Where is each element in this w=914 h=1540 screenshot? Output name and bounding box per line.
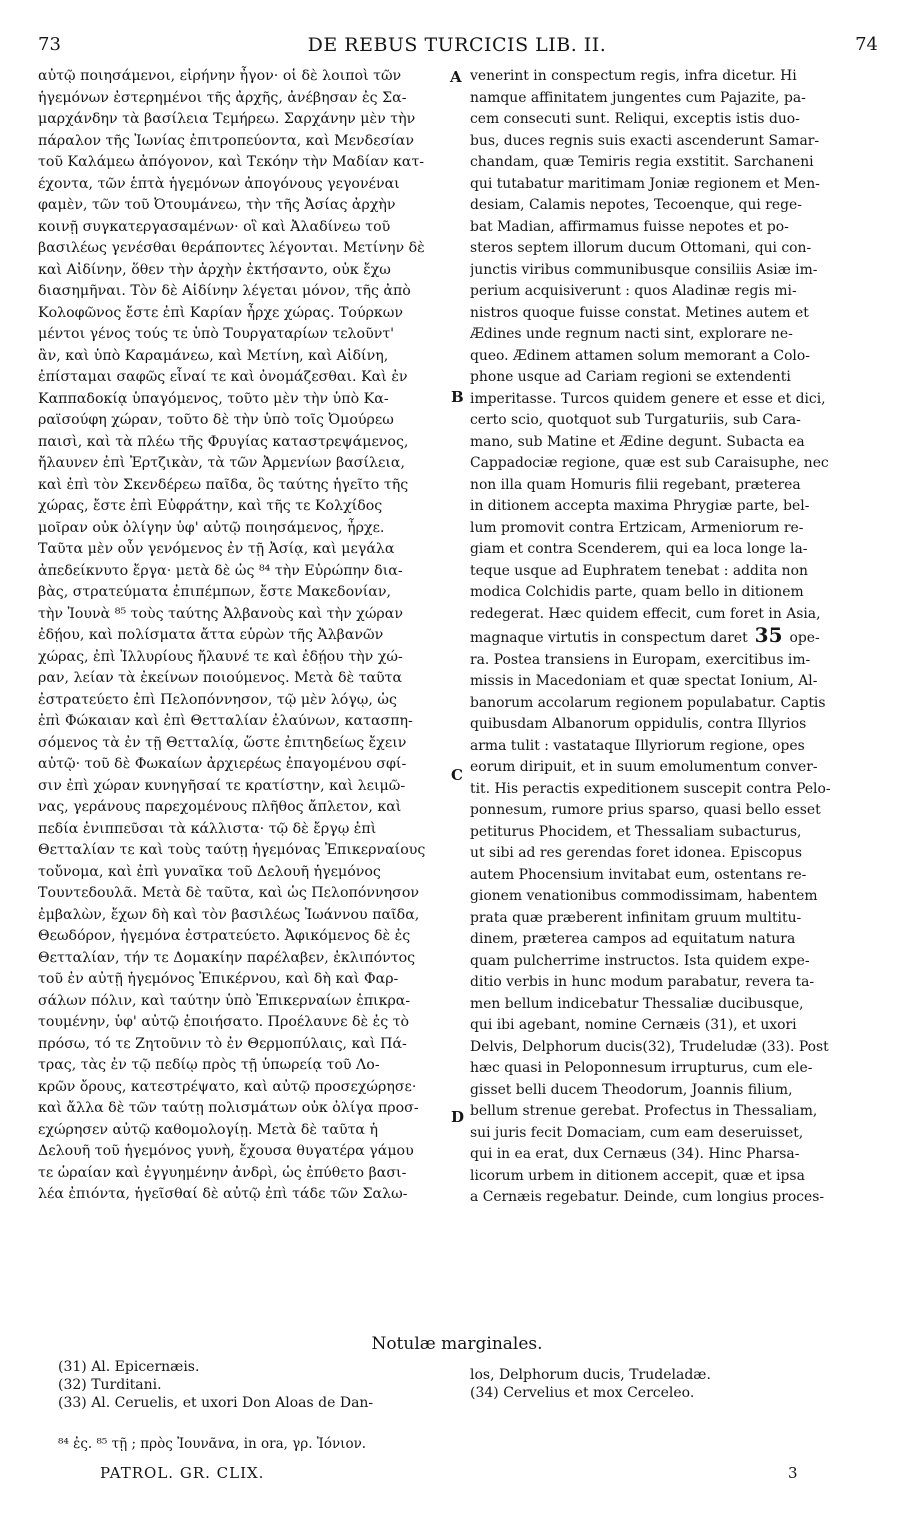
latin-line: Cappadociæ regione, quæ est sub Caraisuphe, nec: [470, 455, 829, 471]
greek-line: ἐδῄου, καὶ πολίσματα ἄττα εὑρὼν τῆς Ἀλβανῶν: [38, 627, 384, 643]
latin-line: cem consecuti sunt. Reliqui, exceptis istis duo-: [470, 111, 800, 127]
greek-line: παισὶ, καὶ τὰ πλέω τῆς Φρυγίας καταστρεψάμενος,: [38, 433, 409, 450]
latin-line: Delvis, Delphorum ducis(32), Trudeludæ (33). Post: [470, 1038, 829, 1055]
note-line: (33) Al. Ceruelis, et uxori Don Aloas de Dan-: [58, 1395, 374, 1411]
footnote: ⁸⁴ ἐς. ⁸⁵ τῇ ; πρὸς Ἰουνᾶνα, in ora, γρ. Ἰόνιον.: [58, 1436, 367, 1452]
margin-marker-a: A: [450, 68, 462, 86]
margin-marker-d: D: [451, 1108, 465, 1126]
inline-tail: ope-: [789, 630, 820, 646]
greek-line: ἡγεμόνων ἐστερημένοι τῆς ἀρχῆς, ἀνέβησαν ἐς Σα-: [38, 89, 407, 106]
latin-line: namque affinitatem jungentes cum Pajazite, pa-: [470, 89, 806, 106]
greek-line: εχώρησεν αὐτῷ καθομολογίῃ. Μετὰ δὲ ταῦτα ἡ: [38, 1121, 379, 1138]
latin-line: Ædines unde regnum nacti sint, explorare ne-: [470, 326, 793, 342]
latin-line: junctis viribus communibusque consiliis Asiæ im-: [470, 261, 818, 278]
latin-line: quibusdam Albanorum oppidulis, contra Illyrios: [470, 716, 807, 732]
latin-line: licorum urbem in ditionem accepit, quæ et ipsa: [470, 1167, 805, 1184]
greek-line: τοῦ Καλάμεω ἀπόγονον, καὶ Τεκόην τὴν Μαδίαν κατ-: [38, 154, 425, 170]
greek-line: τοῦ ἐν αὐτῇ ἡγεμόνος Ἐπικέρνου, καὶ δὴ καὶ Φαρ-: [38, 971, 399, 987]
note-line: (34) Cervelius et mox Cerceleo.: [470, 1385, 695, 1401]
latin-line: magnaque virtutis in conspectum daret 35 ope-: [470, 625, 820, 647]
latin-line: steros septem illorum ducum Ottomani, qui con-: [470, 240, 812, 256]
greek-line: αὐτῷ· τοῦ δὲ Φωκαίων ἀρχιερέως ἐπαγομένου σφί-: [38, 756, 407, 772]
latin-line: banorum accolarum regionem populabatur. Captis: [470, 694, 826, 711]
greek-line: λέα ἐπιόντα, ἡγεῖσθαί δὲ αὐτῷ ἐπὶ τάδε τῶν Σαλω-: [38, 1186, 408, 1202]
latin-line: missis in Macedoniam et quæ spectat Ionium, Al-: [470, 673, 818, 689]
greek-line: Δελουῆ τοῦ ἡγεμόνος γυνὴ, ἔχουσα θυγατέρα γάμου: [38, 1143, 414, 1159]
greek-line: κοινῇ συγκατεργασαμένων· οἳ καὶ Ἀλαδίνεω τοῦ: [38, 218, 391, 235]
latin-line: modica Colchidis parte, quam bello in ditionem: [470, 584, 804, 600]
greek-line: ἐπὶ Φώκαιαν καὶ ἐπὶ Θετταλίαν ἐλαύνων, κατασπη-: [38, 713, 413, 729]
note-line: los, Delphorum ducis, Trudeladæ.: [470, 1367, 711, 1383]
latin-line: bat Madian, affirmamus fuisse nepotes et po-: [470, 218, 789, 235]
latin-line: hæc quasi in Peloponnesum irrupturus, cum ele-: [470, 1060, 813, 1076]
greek-line: Θετταλίαν τε καὶ τοὺς ταύτῃ ἡγεμόνας Ἐπικερναίους: [38, 842, 426, 858]
latin-line: tit. His peractis expeditionem suscepit contra Pelo-: [470, 780, 831, 797]
greek-line: μοῖραν οὐκ ὀλίγην ὑφ' αὐτῷ ποιησάμενος, ἦρχε.: [38, 519, 385, 536]
note-line: (31) Al. Epicernæis.: [58, 1359, 200, 1375]
latin-line: venerint in conspectum regis, infra dicetur. Hi: [470, 68, 797, 84]
latin-line: qui in ea erat, dux Cernæus (34). Hinc Pharsa-: [470, 1146, 800, 1162]
latin-line: eorum diripuit, et in suum emolumentum conver-: [470, 759, 818, 775]
latin-line: bus, duces regnis suis exacti ascenderunt Samar-: [470, 132, 820, 149]
latin-line: in ditionem accepta maxima Phrygiæ parte, bel-: [470, 498, 810, 514]
latin-line: ra. Postea transiens in Europam, exercitibus im-: [470, 651, 811, 668]
latin-line: mano, sub Matine et Ædine degunt. Subacta ea: [470, 433, 805, 450]
greek-line: ἀπεδείκνυτο ἔργα· μετὰ δὲ ὡς ⁸⁴ τὴν Εὐρώπην δια-: [38, 562, 403, 579]
latin-line: a Cernæis regebatur. Deinde, cum longius proces-: [470, 1189, 825, 1205]
note-line: (32) Turditani.: [58, 1377, 162, 1393]
greek-line: βασιλέως γενέσθαι θεράποντες λέγονται. Μετίνην δὲ: [38, 240, 425, 256]
latin-line: nistros quoque fuisse constat. Metines autem et: [470, 304, 809, 321]
greek-line: τε ὡραίαν καὶ ἐγγυημένην ἀνδρὶ, ὡς ἐπύθετο βασι-: [38, 1164, 407, 1181]
latin-line: perium acquisiverunt : quos Aladinæ regis mi-: [470, 283, 797, 299]
greek-line: έχοντα, τῶν ἑπτὰ ἡγεμόνων ἀπογόνους γεγονέναι: [38, 175, 400, 192]
greek-line: Θεωδόρον, ἡγεμόνα ἐστρατεύετο. Ἀφικόμενος δὲ ἐς: [38, 928, 411, 944]
greek-line: μαρχάνδην τὰ βασίλεια Τεμήρεω. Σαρχάνην μὲν τὴν: [38, 111, 416, 127]
latin-line: certo scio, quotquot sub Turgaturiis, sub Cara-: [470, 412, 801, 428]
greek-line: πάραλον τῆς Ἰωνίας ἐπιτροπεύοντα, καὶ Μενδεσίαν: [38, 132, 414, 149]
greek-line: Τουντεδουλᾶ. Μετὰ δὲ ταῦτα, καὶ ὡς Πελοπόννησον: [38, 885, 420, 901]
greek-line: Ταῦτα μὲν οὖν γενόμενος ἐν τῇ Ἀσίᾳ, καὶ μεγάλα: [38, 541, 395, 557]
greek-line: τὴν Ἰουνὰ ⁸⁵ τοὺς ταύτης Ἀλβανοὺς καὶ τὴν χώραν: [38, 605, 403, 622]
greek-line: ἂν, καὶ ὑπὸ Καραμάνεω, καὶ Μετίνη, καὶ Αἰδίνη,: [38, 347, 389, 364]
greek-line: διασημῆναι. Τὸν δὲ Αἰδίνην λέγεται μόνον, τῆς ἀπὸ: [38, 283, 411, 299]
running-header: [0, 28, 914, 58]
greek-line: Κολοφῶνος ἔστε ἐπὶ Καρίαν ἦρχε χώρας. Τούρκων: [38, 304, 403, 321]
greek-line: καὶ ἄλλα δὲ τῶν ταύτῃ πολισμάτων οὐκ ὀλίγα προσ-: [38, 1100, 419, 1116]
greek-line: ἐπίσταμαι σαφῶς εἶναί τε καὶ ὀνομάζεσθαι. Καὶ ἐν: [38, 369, 408, 385]
latin-line: non illa quam Homuris filii regebant, præterea: [470, 476, 801, 493]
latin-line: giam et contra Scenderem, qui ea loca longe la-: [470, 541, 808, 557]
greek-line: σόμενος τὰ ἐν τῇ Θετταλίᾳ, ὥστε ἐπιτηδείως ἔχειν: [38, 734, 407, 751]
margin-marker-c: C: [451, 766, 463, 784]
greek-line: χώρας, ἔστε ἐπὶ Εὐφράτην, καὶ τῆς τε Κολχίδος: [38, 498, 383, 514]
latin-line: lum promovit contra Ertzicam, Armeniorum re-: [470, 519, 804, 536]
latin-line: autem Phocensium invitabat eum, ostentans re-: [470, 866, 807, 883]
latin-text-column: [470, 66, 878, 1209]
latin-line: qui ibi agebant, nomine Cernæis (31), et uxori: [470, 1017, 797, 1033]
page-number-left: 73: [38, 34, 61, 55]
greek-line: πεδία ἐνιππεῦσαι τὰ κάλλιστα· τῷ δὲ ἔργῳ ἐπὶ: [38, 820, 377, 837]
greek-line: καὶ ἐπὶ τὸν Σκενδέρεω παῖδα, ὃς ταύτης ἡγεῖτο τῆς: [38, 476, 409, 493]
running-title: DE REBUS TURCICIS LIB. II.: [307, 34, 607, 56]
margin-marker-b: B: [451, 388, 464, 406]
greek-line: ραϊσούφη χώραν, τοῦτο δὲ τὴν ὑπὸ τοῖς Ὀμούρεω: [38, 412, 394, 428]
greek-line: χώρας, ἐπὶ Ἰλλυρίους ἤλαυνέ τε καὶ ἐδῄου τὴν χώ-: [38, 648, 403, 665]
greek-line: φαμὲν, τῶν τοῦ Ὀτουμάνεω, τὴν τῆς Ἀσίας ἀρχὴν: [38, 197, 396, 213]
latin-line: imperitasse. Turcos quidem genere et esse et dici,: [470, 390, 826, 407]
latin-line: dinem, præterea campos ad equitatum natura: [470, 931, 796, 947]
latin-line: desiam, Calamis nepotes, Tecoenque, qui rege-: [470, 197, 802, 213]
latin-line: petiturus Phocidem, et Thessaliam subacturus,: [470, 823, 802, 840]
greek-line: Καππαδοκίᾳ ὑπαγόμενος, τοῦτο μὲν τὴν ὑπὸ Κα-: [38, 390, 389, 407]
latin-line: ditio verbis in hunc modum parabatur, revera ta-: [470, 974, 815, 990]
greek-line: σάλων πόλιν, καὶ ταύτην ὑπὸ Ἐπικερναίων ἐπικρα-: [38, 992, 411, 1009]
greek-line: ραν, λείαν τὰ ἐκείνων ποιούμενος. Μετὰ δὲ ταῦτα: [38, 670, 403, 686]
inline-page-number: 35: [747, 625, 790, 647]
latin-line: queo. Ædinem attamen solum memorant a Colo-: [470, 347, 810, 364]
greek-line: ἤλαυνεν ἐπὶ Ἐρτζικὰν, τὰ τῶν Ἀρμενίων βασίλεια,: [38, 455, 406, 471]
greek-line: νας, γεράνους παρεχομένους πλῆθος ἄπλετον, καὶ: [38, 799, 402, 815]
greek-line: μέντοι γένος τούς τε ὑπὸ Τουργαταρίων τελοῦντ': [38, 326, 395, 342]
greek-line: τρας, τὰς ἐν τῷ πεδίῳ πρὸς τῇ ὑπωρείᾳ τοῦ Λο-: [38, 1057, 380, 1073]
signature-mark: 3: [788, 1464, 798, 1482]
latin-line: qui tutabatur maritimam Joniæ regionem et Men-: [470, 175, 820, 192]
latin-line: prata quæ præberent infinitam gruum multitu-: [470, 909, 802, 926]
greek-line: βὰς, στρατεύματα ἐπιπέμπων, ἔστε Μακεδονίαν,: [38, 584, 392, 600]
footer-patrol: PATROL. GR. CLIX.: [100, 1464, 265, 1482]
greek-line: ἐστρατεύετο ἐπὶ Πελοπόννησον, τῷ μὲν λόγῳ, ὡς: [38, 691, 397, 708]
greek-line: ἐμβαλὼν, ἔχων δὴ καὶ τὸν βασιλέως Ἰωάννου παῖδα,: [38, 906, 420, 923]
greek-line: κρῶν ὄρους, κατεστρέψατο, καὶ αὐτῷ προσεχώρησε·: [38, 1078, 417, 1095]
greek-line: Θετταλίαν, τήν τε Δομακίην παρέλαβεν, ἐκλιπόντος: [38, 949, 416, 966]
greek-line: τουμένην, ὑφ' αὐτῷ ἐποιήσατο. Προέλαυνε δὲ ἐς τὸ: [38, 1014, 410, 1030]
latin-line: gionem venationibus commodissimam, habentem: [470, 888, 818, 904]
greek-line: αὐτῷ ποιησάμενοι, εἰρήνην ἦγον· οἱ δὲ λοιποὶ τῶν: [38, 68, 402, 84]
notes-left: [58, 1358, 458, 1412]
greek-text-column: [38, 66, 448, 1206]
greek-line: καὶ Αἰδίνην, ὅθεν τὴν ἀρχὴν ἐκτήσαντο, οὐκ ἔχω: [38, 261, 391, 278]
page-number-right: 74: [855, 34, 878, 55]
latin-line: sui juris fecit Domaciam, cum eam deseruisset,: [470, 1124, 804, 1141]
latin-line: quam pulcherrime instructos. Ista quidem expe-: [470, 952, 810, 969]
notes-right: [470, 1366, 890, 1402]
latin-line: phone usque ad Cariam regioni se extendenti: [470, 369, 791, 385]
latin-line: bellum strenue gerebat. Profectus in Thessaliam,: [470, 1103, 818, 1119]
notes-title: Notulæ marginales.: [371, 1334, 543, 1354]
latin-line: teque usque ad Euphratem tenebat : addita non: [470, 562, 808, 579]
latin-line: men bellum indicebatur Thessaliæ ducibusque,: [470, 995, 804, 1012]
latin-line: gisset belli ducem Theodorum, Joannis filium,: [470, 1081, 793, 1098]
greek-line: πρόσω, τό τε Ζητοῦνιν τὸ ἐν Θερμοπύλαις, καὶ Πά-: [38, 1035, 407, 1052]
greek-line: σιν ἐπὶ χώραν κυνηγῆσαί τε κρατίστην, καὶ λειμῶ-: [38, 777, 406, 794]
latin-line: redegerat. Hæc quidem effecit, cum foret in Asia,: [470, 605, 821, 622]
latin-line: ut sibi ad res gerendas foret idonea. Episcopus: [470, 845, 802, 861]
latin-line: ponnesum, rumore prius sparso, quasi bello esset: [470, 802, 821, 818]
greek-line: τοὔνομα, καὶ ἐπὶ γυναῖκα τοῦ Δελουῆ ἡγεμόνος: [38, 863, 381, 880]
latin-line: arma tulit : vastataque Illyriorum regione, opes: [470, 737, 805, 754]
latin-line: chandam, quæ Temiris regia exstitit. Sarchaneni: [470, 154, 814, 170]
